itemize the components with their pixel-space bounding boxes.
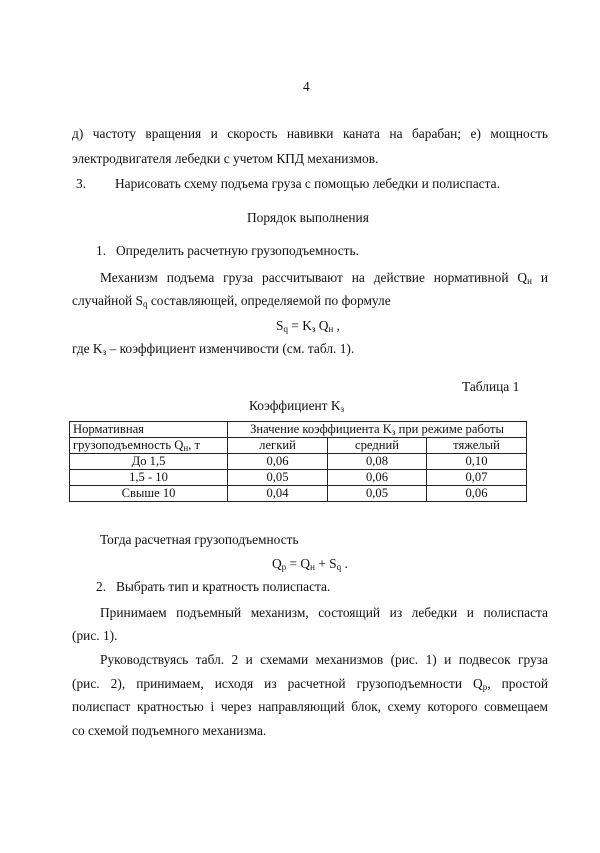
list-item-text: Нарисовать схему подъема груза с помощью лебедки и полиспаста.: [115, 176, 500, 191]
formula: $Q_р = Q_н + S_q$ .: [272, 556, 348, 572]
table-header-cell: средний: [328, 438, 427, 454]
table-cell: 0,05: [228, 470, 328, 486]
step-number: 2.: [96, 579, 107, 594]
table-header-cell: тяжелый: [427, 438, 527, 454]
paragraph-line: д) частоту вращения и скорость навивки каната на барабан; е) мощность: [72, 126, 548, 141]
table-label: Таблица 1: [462, 379, 520, 394]
paragraph-line: со схемой подъемного механизма.: [72, 723, 267, 738]
paragraph-line: где $K_з$ – коэффициент изменчивости (см. табл. 1).: [72, 341, 355, 357]
step-title: Выбрать тип и кратность полиспаста.: [116, 579, 331, 594]
paragraph-line: (рис. 2), принимаем, исходя из расчетной грузоподъемности $Q_р$, простой: [72, 676, 548, 692]
table-cell: Свыше 10: [70, 486, 228, 502]
section-heading: Порядок выполнения: [247, 210, 369, 225]
paragraph-line: Механизм подъема груза рассчитывают на действие нормативной $Q_н$ и: [100, 270, 549, 286]
table-header-cell: легкий: [228, 438, 328, 454]
table-cell: 0,04: [228, 486, 328, 502]
page-number: 4: [303, 79, 310, 94]
table-cell: 1,5 - 10: [70, 470, 228, 486]
step-number: 1.: [96, 243, 107, 258]
table-cell: 0,06: [328, 470, 427, 486]
table-cell: До 1,5: [70, 454, 228, 470]
paragraph-line: Принимаем подъемный механизм, состоящий из лебедки и полиспаста: [100, 605, 548, 620]
table-row: [70, 486, 527, 502]
table-cell: 0,08: [328, 454, 427, 470]
table-header-cell: грузоподъемность $Q_н$, т: [70, 438, 228, 454]
paragraph-line: (рис. 1).: [72, 628, 118, 643]
paragraph-line: Тогда расчетная грузоподъемность: [100, 532, 299, 547]
table-row: [70, 470, 527, 486]
list-number: 3.: [76, 176, 87, 191]
paragraph-line: Руководствуясь табл. 2 и схемами механизмов (рис. 1) и подвесок груза: [100, 652, 548, 667]
table-cell: 0,07: [427, 470, 527, 486]
table-header-cell: Значение коэффициента $K_з$ при режиме работы: [228, 422, 527, 438]
paragraph-line: полиспаст кратностью i через направляющий блок, схему которого совмещаем: [72, 699, 548, 714]
table-cell: 0,10: [427, 454, 527, 470]
paragraph-line: электродвигателя лебедки с учетом КПД механизмов.: [72, 151, 379, 166]
table-cell: 0,06: [427, 486, 527, 502]
step-title: Определить расчетную грузоподъемность.: [116, 243, 359, 258]
table-caption: Коэффициент $K_з$: [249, 398, 345, 414]
coefficient-table: [69, 421, 527, 502]
table-header-cell: Нормативная: [70, 422, 228, 438]
table-cell: 0,05: [328, 486, 427, 502]
formula: $S_q = K_з$ $Q_н$ ,: [276, 318, 340, 334]
table-cell: 0,06: [228, 454, 328, 470]
table-row: [70, 454, 527, 470]
paragraph-line: случайной $S_q$ составляющей, определяемой по формуле: [72, 293, 391, 309]
